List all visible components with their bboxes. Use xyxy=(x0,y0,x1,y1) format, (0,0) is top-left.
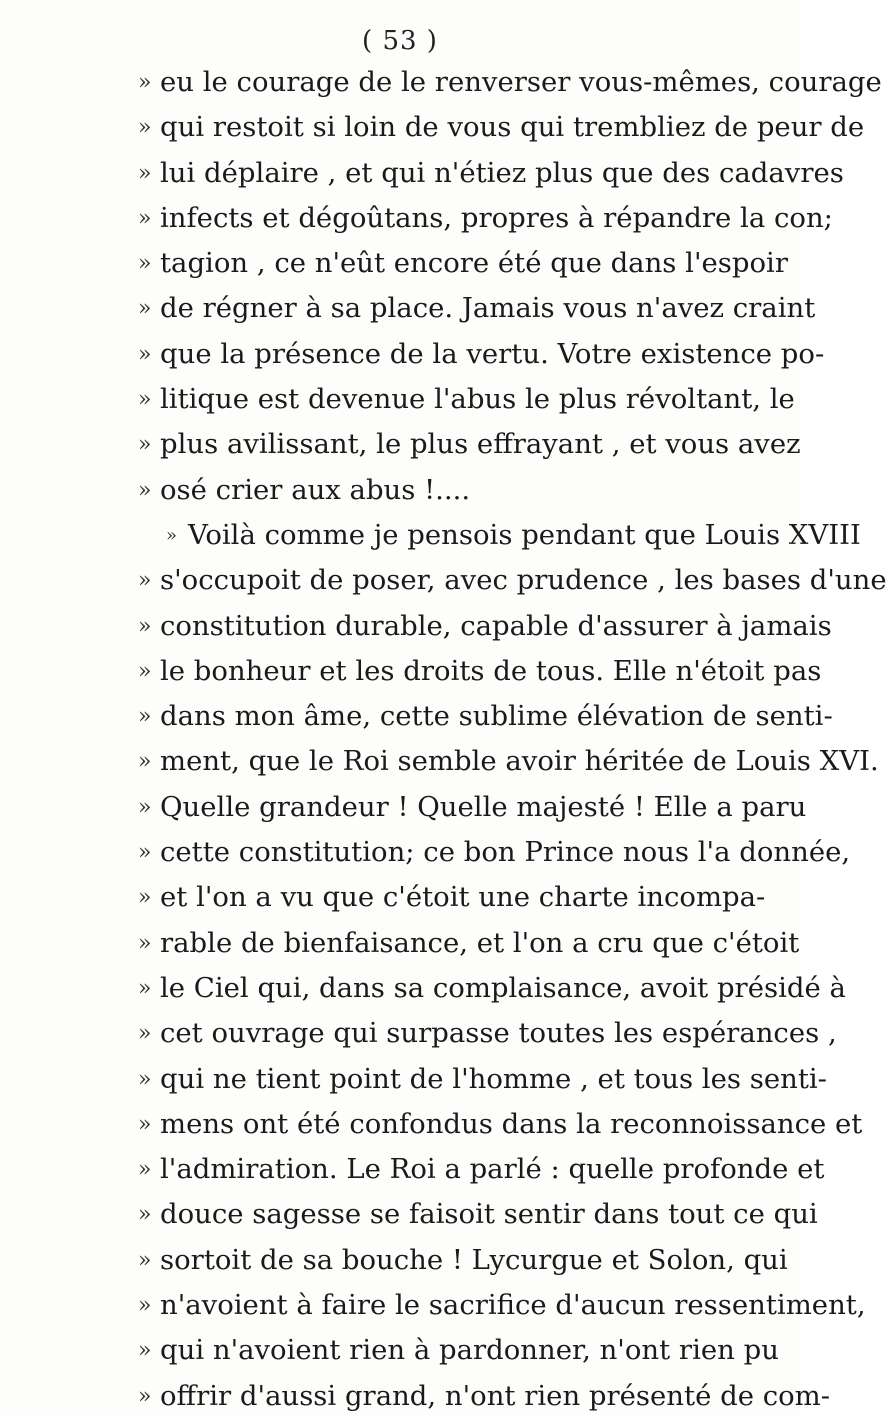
text-line xyxy=(0,1238,800,1283)
line-text: et l'on a vu que c'étoit une charte incompa- xyxy=(160,881,766,914)
text-line xyxy=(0,875,800,920)
quote-mark: » xyxy=(138,1247,152,1273)
line-text: infects et dégoûtans, propres à répandre la con; xyxy=(160,201,833,234)
line-text: qui ne tient point de l'homme , et tous les senti- xyxy=(160,1062,827,1095)
text-line xyxy=(0,377,800,422)
quote-mark: » xyxy=(138,1111,152,1137)
text-line xyxy=(0,1192,818,1237)
quote-mark: » xyxy=(138,1383,152,1409)
line-text: ment, que le Roi semble avoir héritée de Louis XVI. xyxy=(160,745,879,778)
quote-mark: » xyxy=(138,432,152,458)
text-line xyxy=(0,151,844,196)
line-text: l'admiration. Le Roi a parlé : quelle profonde et xyxy=(160,1153,825,1186)
quote-mark: » xyxy=(138,251,152,277)
quote-mark: » xyxy=(138,477,152,503)
line-text: rable de bienfaisance, et l'on a cru que c'étoit xyxy=(160,926,800,959)
text-line xyxy=(0,1011,837,1056)
quote-mark: » xyxy=(138,115,152,141)
text-line xyxy=(0,60,882,105)
line-text: n'avoient à faire le sacrifice d'aucun ressentiment, xyxy=(160,1289,866,1322)
quote-mark: » xyxy=(138,1021,152,1047)
text-line xyxy=(0,558,887,603)
text-line xyxy=(0,468,800,513)
line-text: cet ouvrage qui surpasse toutes les espérances , xyxy=(160,1017,837,1050)
line-text: que la présence de la vertu. Votre existence po- xyxy=(160,337,825,370)
quote-mark: » xyxy=(138,387,152,413)
text-line xyxy=(0,1283,866,1328)
quote-mark: » xyxy=(138,1066,152,1092)
quote-mark: » xyxy=(138,296,152,322)
text-line xyxy=(0,332,825,377)
quote-mark: » xyxy=(138,70,152,95)
line-text: lui déplaire , et qui n'étiez plus que des cadavres xyxy=(160,156,844,189)
line-text: eu le courage de le renverser vous-mêmes, courage xyxy=(160,66,882,98)
quote-mark: » xyxy=(138,885,152,911)
line-text: osé crier aux abus !.... xyxy=(160,473,471,506)
quote-mark: » xyxy=(138,658,152,684)
line-text: offrir d'aussi grand, n'ont rien présenté de com- xyxy=(160,1379,831,1412)
quote-mark: » xyxy=(138,341,152,367)
line-text: douce sagesse se faisoit sentir dans tout ce qui xyxy=(160,1198,818,1231)
text-line xyxy=(0,921,800,966)
text-line xyxy=(0,1102,863,1147)
line-text: qui n'avoient rien à pardonner, n'ont rien pu xyxy=(160,1334,779,1367)
text-line xyxy=(0,513,861,558)
line-text: cette constitution; ce bon Prince nous l'a donnée, xyxy=(160,836,851,869)
line-text: plus avilissant, le plus effrayant , et vous avez xyxy=(160,428,801,461)
quote-mark: » xyxy=(138,568,152,594)
quote-mark: » xyxy=(138,1157,152,1183)
line-text: de régner à sa place. Jamais vous n'avez craint xyxy=(160,292,816,325)
quote-mark: » xyxy=(138,975,152,1001)
text-line xyxy=(0,649,822,694)
text-line xyxy=(0,196,833,241)
line-text: le bonheur et les droits de tous. Elle n'étoit pas xyxy=(160,654,822,687)
text-line xyxy=(0,422,800,467)
quote-mark: » xyxy=(138,840,152,866)
line-text: qui restoit si loin de vous qui trembliez de peur de xyxy=(160,111,865,144)
text-line xyxy=(0,604,832,649)
line-text: Voilà comme je pensois pendant que Louis XVIII xyxy=(188,518,861,551)
text-line xyxy=(0,785,807,830)
line-text: litique est devenue l'abus le plus révoltant, le xyxy=(160,383,795,416)
text-line xyxy=(0,1147,825,1192)
quote-mark: » xyxy=(138,794,152,820)
quote-mark: » xyxy=(138,1293,152,1319)
quote-mark: » xyxy=(138,160,152,186)
line-text: sortoit de sa bouche ! Lycurgue et Solon, qui xyxy=(160,1243,788,1276)
quote-mark: » xyxy=(138,1338,152,1364)
text-line xyxy=(0,739,879,784)
quote-mark: » xyxy=(138,205,152,231)
text-line xyxy=(0,1328,800,1373)
text-line xyxy=(0,966,846,1011)
quote-mark: » xyxy=(166,524,178,546)
quote-mark: » xyxy=(138,704,152,730)
line-text: s'occupoit de poser, avec prudence , les bases d'une xyxy=(160,564,887,597)
quote-mark: » xyxy=(138,930,152,956)
text-line xyxy=(0,286,816,331)
quote-mark: » xyxy=(138,1202,152,1228)
line-text: mens ont été confondus dans la reconnoissance et xyxy=(160,1107,863,1140)
text-line xyxy=(0,830,851,875)
text-line xyxy=(0,105,865,150)
text-line xyxy=(0,241,800,286)
line-text: Quelle grandeur ! Quelle majesté ! Elle a paru xyxy=(160,790,807,823)
text-line xyxy=(0,694,833,739)
line-text: dans mon âme, cette sublime élévation de senti- xyxy=(160,700,833,733)
quote-mark: » xyxy=(138,613,152,639)
text-line xyxy=(0,1374,831,1419)
text-line xyxy=(0,1057,827,1102)
line-text: le Ciel qui, dans sa complaisance, avoit présidé à xyxy=(160,971,846,1004)
line-text: constitution durable, capable d'assurer à jamais xyxy=(160,609,832,642)
page-number: ( 53 ) xyxy=(362,26,438,56)
text-body xyxy=(0,60,887,1419)
line-text: tagion , ce n'eût encore été que dans l'espoir xyxy=(160,247,788,280)
quote-mark: » xyxy=(138,749,152,775)
